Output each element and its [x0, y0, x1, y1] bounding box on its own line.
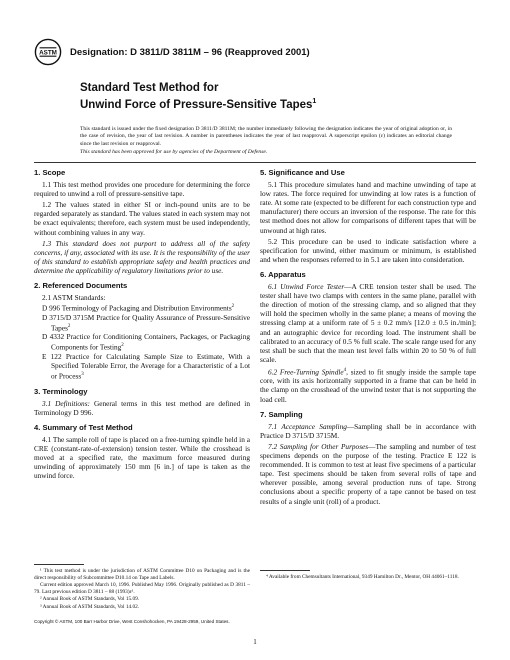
footnotes-right — [260, 574, 476, 582]
astm-standards-label: 2.1 ASTM Standards: — [42, 293, 106, 303]
paragraph: 6.2 Free-Turning Spindle$^4$, sized to fit snugly inside the sample tape core, with its axis horizontally supported in a frame that can be held in the clamp on the crosshead of the unwind tester that is not supporting the load cell. — [260, 367, 476, 404]
section-heading: 6. Apparatus — [260, 269, 306, 279]
paragraph: 7.2 Sampling for Other Purposes—The sampling and number of test specimens depends on the purpose of the testing. Practice E 122 is recommended. It is common to test at least five specimens of a particular tape. Test specimens should be taken from several rolls of tape and wherever possible, among several production runs of tape. Strong conclusions about a specific property of a tape cannot be based on test results of a single unit (roll) of a product. — [260, 441, 476, 506]
paragraph: 4.1 The sample roll of tape is placed on a free-turning spindle held in a CRE (constant-rate-of-extension) tension tester. While the crosshead is moved at a specified rate, the maximum force measured during unwinding of approximately 150 mm [6 in.] of tape is taken as the unwind force. — [34, 435, 250, 481]
header-rule — [34, 162, 476, 163]
issuance-notice: This standard is issued under the fixed designation D 3811/D 3811M; the number immediately following the designation indicates the year of original adoption or, in the case of revision, the year of last revision. A number in parentheses indicates the year of last reapproval. A superscript epsilon (ε) indicates an editorial change since the last revision or reapproval. — [80, 126, 452, 147]
document-title — [80, 81, 316, 112]
footnote: ² Annual Book of ASTM Standards, Vol 15.09. — [40, 596, 140, 603]
reference-item: D 4332 Practice for Conditioning Containers, Packages, or Packaging Components for Testing$^2$ — [42, 332, 250, 352]
footnote: ¹ This test method is under the jurisdiction of ASTM Committee D10 on Packaging and is the direct responsibility of Subcommittee D10.14 on Tape and Labels. — [34, 568, 250, 581]
section-heading: 1. Scope — [34, 168, 66, 177]
page-number: 1 — [253, 638, 257, 646]
section-heading: 2. Referenced Documents — [34, 281, 128, 291]
paragraph: 6.1 Unwind Force Tester—A CRE tension tester shall be used. The tester shall have two clamps with centers in the same plane, parallel with the direction of motion of the stressing clamp, and so aligned that they will hold the specimen wholly in the same plane; a means of moving the stressing clamp at a uniform rate of 5 ± 0.2 mm/s [12.0 ± 0.5 in./min]; and an autographic device for recording load. The instrument shall be calibrated to an accuracy of 0.5 % full scale. The scale range used for any test shall be such that the mean test level falls within 20 to 50 % of full scale. — [260, 282, 476, 364]
paragraph: 1.1 This test method provides one procedure for determining the force required to unwind a roll of pressure-sensitive tape. — [34, 180, 250, 199]
section-heading: 3. Terminology — [34, 386, 88, 396]
logo-text: ASTM — [39, 49, 57, 57]
section-heading: 4. Summary of Test Method — [34, 422, 133, 432]
footnote-rule-left — [34, 564, 84, 565]
title-footnote-mark: 1 — [312, 98, 317, 105]
section-heading: 5. Significance and Use — [260, 168, 345, 177]
footnotes-left — [34, 568, 250, 612]
footnote-rule-right — [260, 570, 310, 571]
footnote: ³ Annual Book of ASTM Standards, Vol 14.02. — [40, 603, 140, 610]
copyright: Copyright © ASTM, 100 Barr Harbor Drive, West Conshohocken, PA 19428-2959, United States. — [34, 619, 230, 624]
paragraph: 7.1 Acceptance Sampling—Sampling shall be in accordance with Practice D 3715/D 3715M. — [260, 421, 477, 440]
paragraph: 5.1 This procedure simulates hand and machine unwinding of tape at low rates. The force required for unwinding at low rates is a function of rate. At some rate (expected to be different for each construction type and manufacturer) there occurs an inversion of the response. The rate for this test method does not allow for comparisons of different tapes that will be unwound at high rates. — [260, 180, 476, 235]
right-column — [260, 168, 476, 508]
left-column — [34, 168, 250, 483]
paragraph-safety: 1.3 This standard does not purport to address all of the safety concerns, if any, associated with its use. It is the responsibility of the user of this standard to establish appropriate safety and health practices and determine the applicability of regulatory limitations prior to use. — [34, 238, 250, 275]
footnote: ⁴ Available from Chemsultants International, 9349 Hamilton Dr., Mentor, OH 44061–1118. — [266, 574, 459, 580]
reference-item: D 3715/D 3715M Practice for Quality Assurance of Pressure-Sensitive Tapes$^2$ — [42, 312, 250, 333]
paragraph: 5.2 This procedure can be used to indicate satisfaction where a specification for unwind, either maximum or minimum, is established and when the responses referred to in 5.1 are taken into consideration. — [260, 236, 476, 264]
designation: Designation: D 3811/D 3811M – 96 (Reapproved 2001) — [70, 46, 310, 58]
reference-item: D 996 Terminology of Packaging and Distribution Environments$^2$ — [42, 303, 235, 313]
astm-logo-icon — [34, 38, 62, 66]
title-line-2: Unwind Force of Pressure-Sensitive Tapes$^1$ — [80, 98, 317, 111]
footnote: Current edition approved March 10, 1996. Published May 1996. Originally published as D 3811 – 79. Last previous edition D 3811 – 88 (1993)ε¹. — [34, 582, 250, 595]
document-header — [34, 38, 310, 66]
defense-notice: This standard has been approved for use by agencies of the Department of Defense. — [80, 149, 268, 155]
title-line-1: Standard Test Method for — [80, 82, 219, 94]
paragraph: 1.2 The values stated in either SI or inch-pound units are to be regarded separately as standard. The values stated in each system may not be exact equivalents; therefore, each system must be used independently, without combining values in any way. — [34, 200, 250, 237]
paragraph: 3.1 Definitions: General terms in this test method are defined in Terminology D 996. — [34, 398, 250, 417]
reference-item: E 122 Practice for Calculating Sample Size to Estimate, With a Specified Tolerable Error, the Average for a Characteristic of a Lot or Process$^3$ — [42, 351, 250, 381]
section-heading: 7. Sampling — [260, 409, 303, 419]
